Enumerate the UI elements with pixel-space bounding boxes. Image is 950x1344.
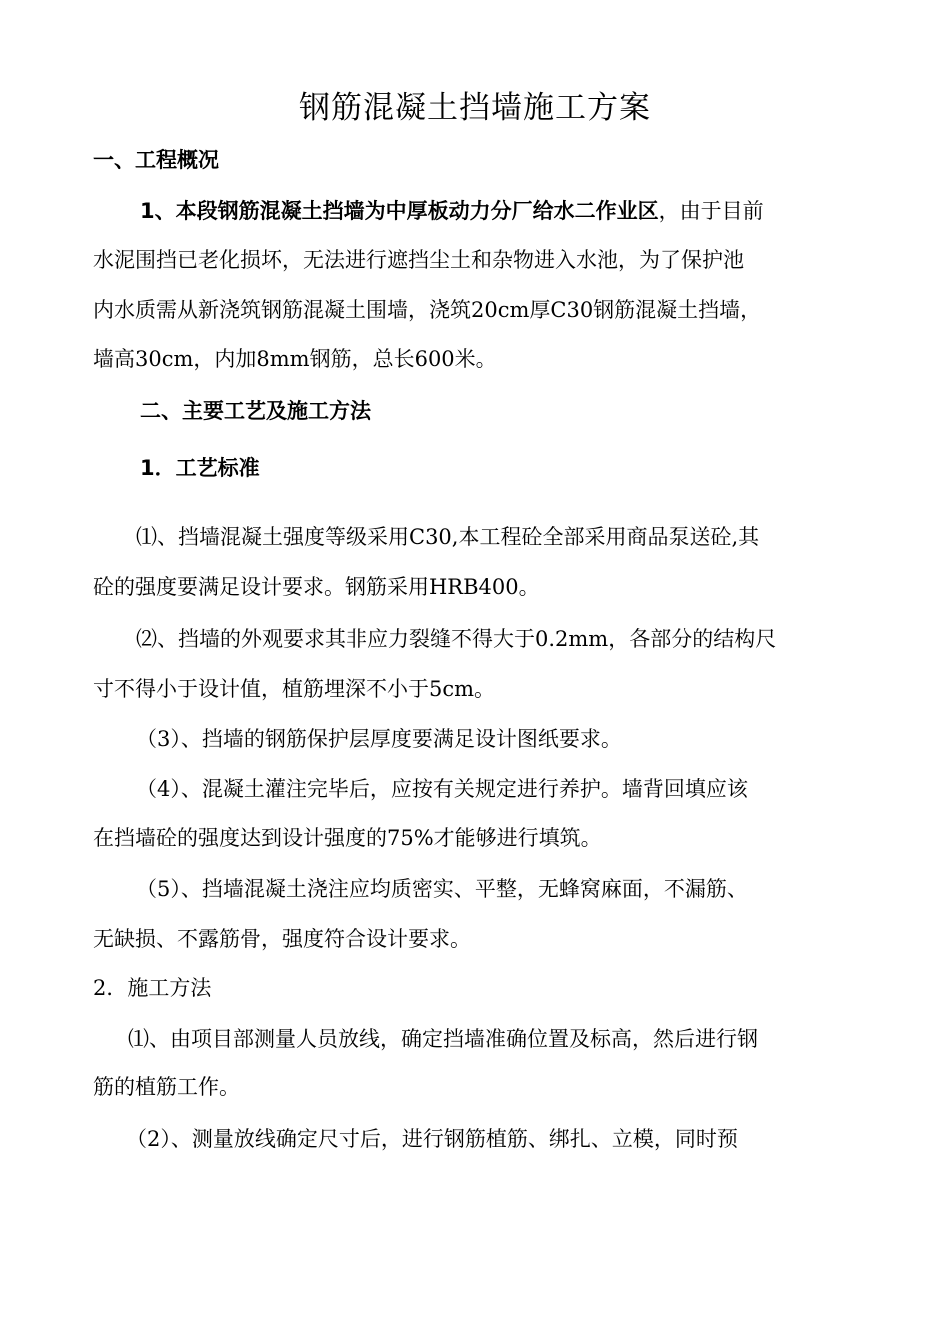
paragraph-line: 在挡墙砼的强度达到设计强度的75%才能够进行填筑。: [93, 826, 602, 850]
paragraph-line: 内水质需从新浇筑钢筋混凝土围墙，浇筑20cm厚C30钢筋混凝土挡墙，: [93, 298, 762, 322]
paragraph-line: ⑴、由项目部测量人员放线，确定挡墙准确位置及标高，然后进行钢: [128, 1027, 758, 1051]
paragraph-line: ⑴、挡墙混凝土强度等级采用C30,本工程砼全部采用商品泵送砼,其: [136, 525, 760, 549]
paragraph-line: 水泥围挡已老化损坏，无法进行遮挡尘土和杂物进入水池，为了保护池: [93, 248, 744, 272]
subsection-heading-standards: 1．工艺标准: [140, 456, 260, 480]
paragraph-line: （5）、挡墙混凝土浇注应均质密实、平整，无蜂窝麻面，不漏筋、: [136, 877, 748, 901]
paragraph-line: （3）、挡墙的钢筋保护层厚度要满足设计图纸要求。: [136, 727, 622, 751]
paragraph-line: 墙高30cm，内加8mm钢筋，总长600米。: [93, 347, 497, 371]
paragraph-line: 砼的强度要满足设计要求。钢筋采用HRB400。: [93, 575, 540, 599]
section-heading-overview: 一、工程概况: [93, 148, 219, 172]
paragraph-line: （4）、混凝土灌注完毕后，应按有关规定进行养护。墙背回填应该: [136, 777, 748, 801]
paragraph-text: ，由于目前: [658, 199, 764, 223]
document-title: 钢筋混凝土挡墙施工方案: [299, 90, 651, 126]
paragraph-lead: 1、本段钢筋混凝土挡墙为中厚板动力分厂给水二作业区: [140, 199, 659, 223]
subsection-heading-construction: 2．施工方法: [93, 976, 212, 1000]
paragraph-line: （2）、测量放线确定尺寸后，进行钢筋植筋、绑扎、立模，同时预: [126, 1127, 738, 1151]
section-heading-methods: 二、主要工艺及施工方法: [140, 399, 371, 423]
paragraph-line: 寸不得小于设计值，植筋埋深不小于5cm。: [93, 677, 496, 701]
paragraph-line: 筋的植筋工作。: [93, 1075, 240, 1099]
paragraph-line: ⑵、挡墙的外观要求其非应力裂缝不得大于0.2mm，各部分的结构尺: [136, 627, 777, 651]
paragraph-line: [140, 196, 764, 226]
paragraph-line: 无缺损、不露筋骨，强度符合设计要求。: [93, 927, 471, 951]
